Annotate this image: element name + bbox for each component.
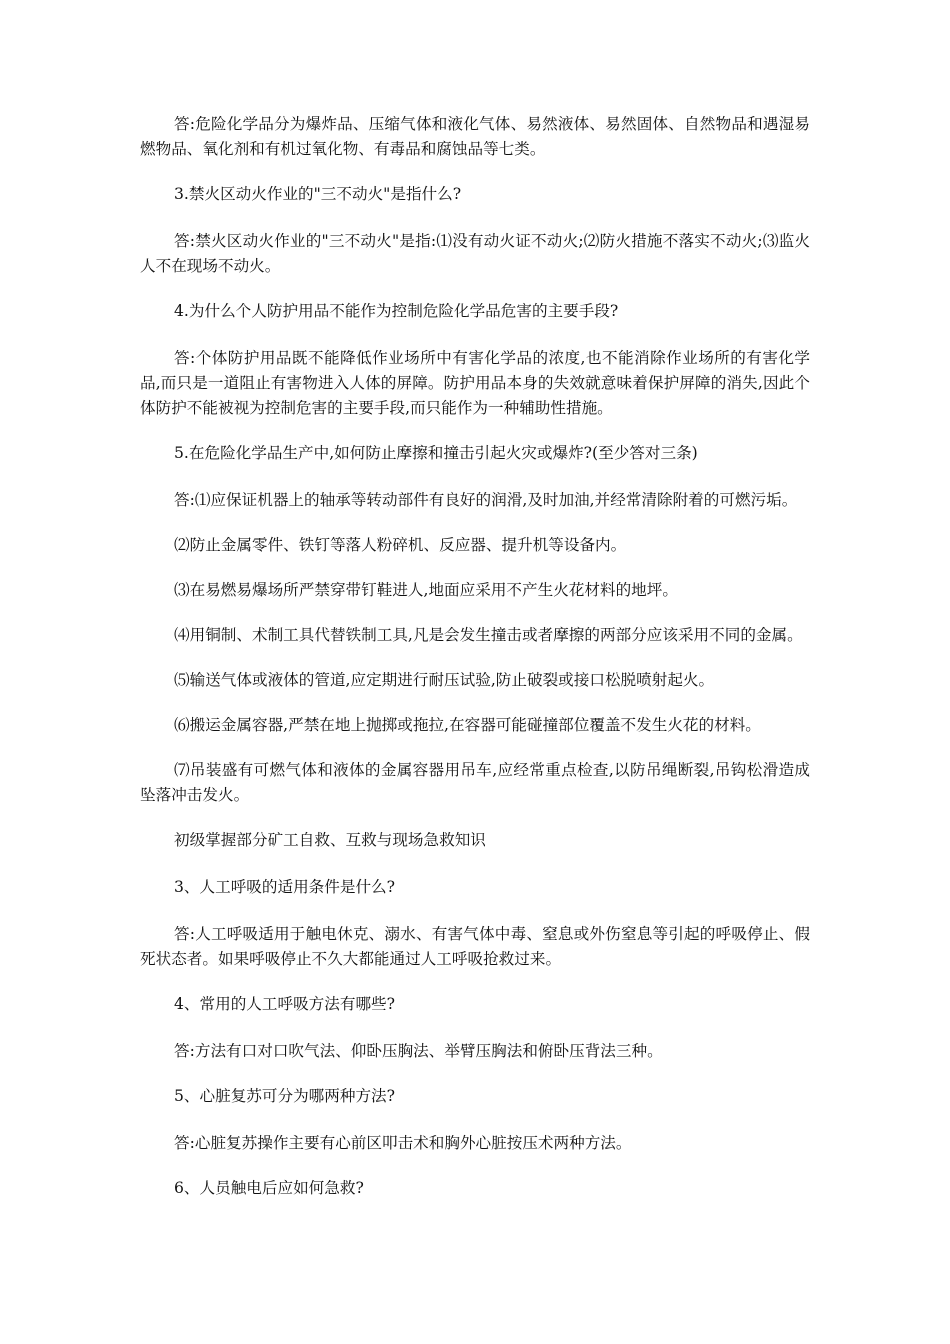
question-5-cardiac-resuscitation: 5、心脏复苏可分为哪两种方法? — [174, 1087, 396, 1105]
answer-3-artificial-respiration-conditions: 答:人工呼吸适用于触电休克、溺水、有害气体中毒、窒息或外伤窒息等引起的呼吸停止、假死状态者。如果呼吸停止不久大都能通过人工呼吸抢救过来。 — [140, 925, 810, 968]
answer-3-three-no-hot-work: 答:禁火区动火作业的"三不动火"是指:⑴没有动火证不动火;⑵防火措施不落实不动火;⑶监火人不在现场不动火。 — [140, 232, 810, 275]
answer-5-item-5: ⑸输送气体或液体的管道,应定期进行耐压试验,防止破裂或接口松脱喷射起火。 — [174, 671, 715, 689]
answer-4-personal-protective-equipment: 答:个体防护用品既不能降低作业场所中有害化学品的浓度,也不能消除作业场所的有害化学品,而只是一道阻止有害物进入人体的屏障。防护用品本身的失效就意味着保护屏障的消失,因此个体防护不能被视为控制危害的主要手段,而只能作为一种辅助性措施。 — [140, 349, 810, 417]
question-4-personal-protective-equipment: 4.为什么个人防护用品不能作为控制危险化学品危害的主要手段? — [174, 302, 619, 320]
question-6-electric-shock-first-aid: 6、人员触电后应如何急救? — [174, 1179, 364, 1197]
answer-5-item-1: 答:⑴应保证机器上的轴承等转动部件有良好的润滑,及时加油,并经常清除附着的可燃污垢。 — [174, 491, 798, 509]
question-3-artificial-respiration-conditions: 3、人工呼吸的适用条件是什么? — [174, 878, 396, 896]
question-3-three-no-hot-work: 3.禁火区动火作业的"三不动火"是指什么? — [174, 185, 462, 203]
answer-4-artificial-respiration-methods: 答:方法有口对口吹气法、仰卧压胸法、举臂压胸法和俯卧压背法三种。 — [174, 1042, 663, 1060]
answer-5-item-4: ⑷用铜制、术制工具代替铁制工具,凡是会发生撞击或者摩擦的两部分应该采用不同的金属。 — [174, 626, 803, 644]
answer-hazardous-chemical-classes: 答:危险化学品分为爆炸品、压缩气体和液化气体、易然液体、易然固体、自然物品和遇湿易燃物品、氧化剂和有机过氧化物、有毒品和腐蚀品等七类。 — [140, 115, 810, 158]
answer-5-item-3: ⑶在易燃易爆场所严禁穿带钉鞋进人,地面应采用不产生火花材料的地坪。 — [174, 581, 678, 599]
answer-5-item-7: ⑺吊装盛有可燃气体和液体的金属容器用吊车,应经常重点检查,以防吊绳断裂,吊钩松滑造成坠落冲击发火。 — [140, 761, 810, 804]
answer-5-item-6: ⑹搬运金属容器,严禁在地上抛掷或拖拉,在容器可能碰撞部位覆盖不发生火花的材料。 — [174, 716, 761, 734]
answer-5-item-2: ⑵防止金属零件、铁钉等落人粉碎机、反应器、提升机等设备内。 — [174, 536, 627, 554]
question-4-artificial-respiration-methods: 4、常用的人工呼吸方法有哪些? — [174, 995, 396, 1013]
question-5-friction-impact-prevention: 5.在危险化学品生产中,如何防止摩擦和撞击引起火灾或爆炸?(至少答对三条) — [174, 444, 698, 462]
answer-5-cardiac-resuscitation: 答:心脏复苏操作主要有心前区叩击术和胸外心脏按压术两种方法。 — [174, 1134, 632, 1152]
section-heading-first-aid: 初级掌握部分矿工自救、互救与现场急救知识 — [174, 831, 486, 849]
